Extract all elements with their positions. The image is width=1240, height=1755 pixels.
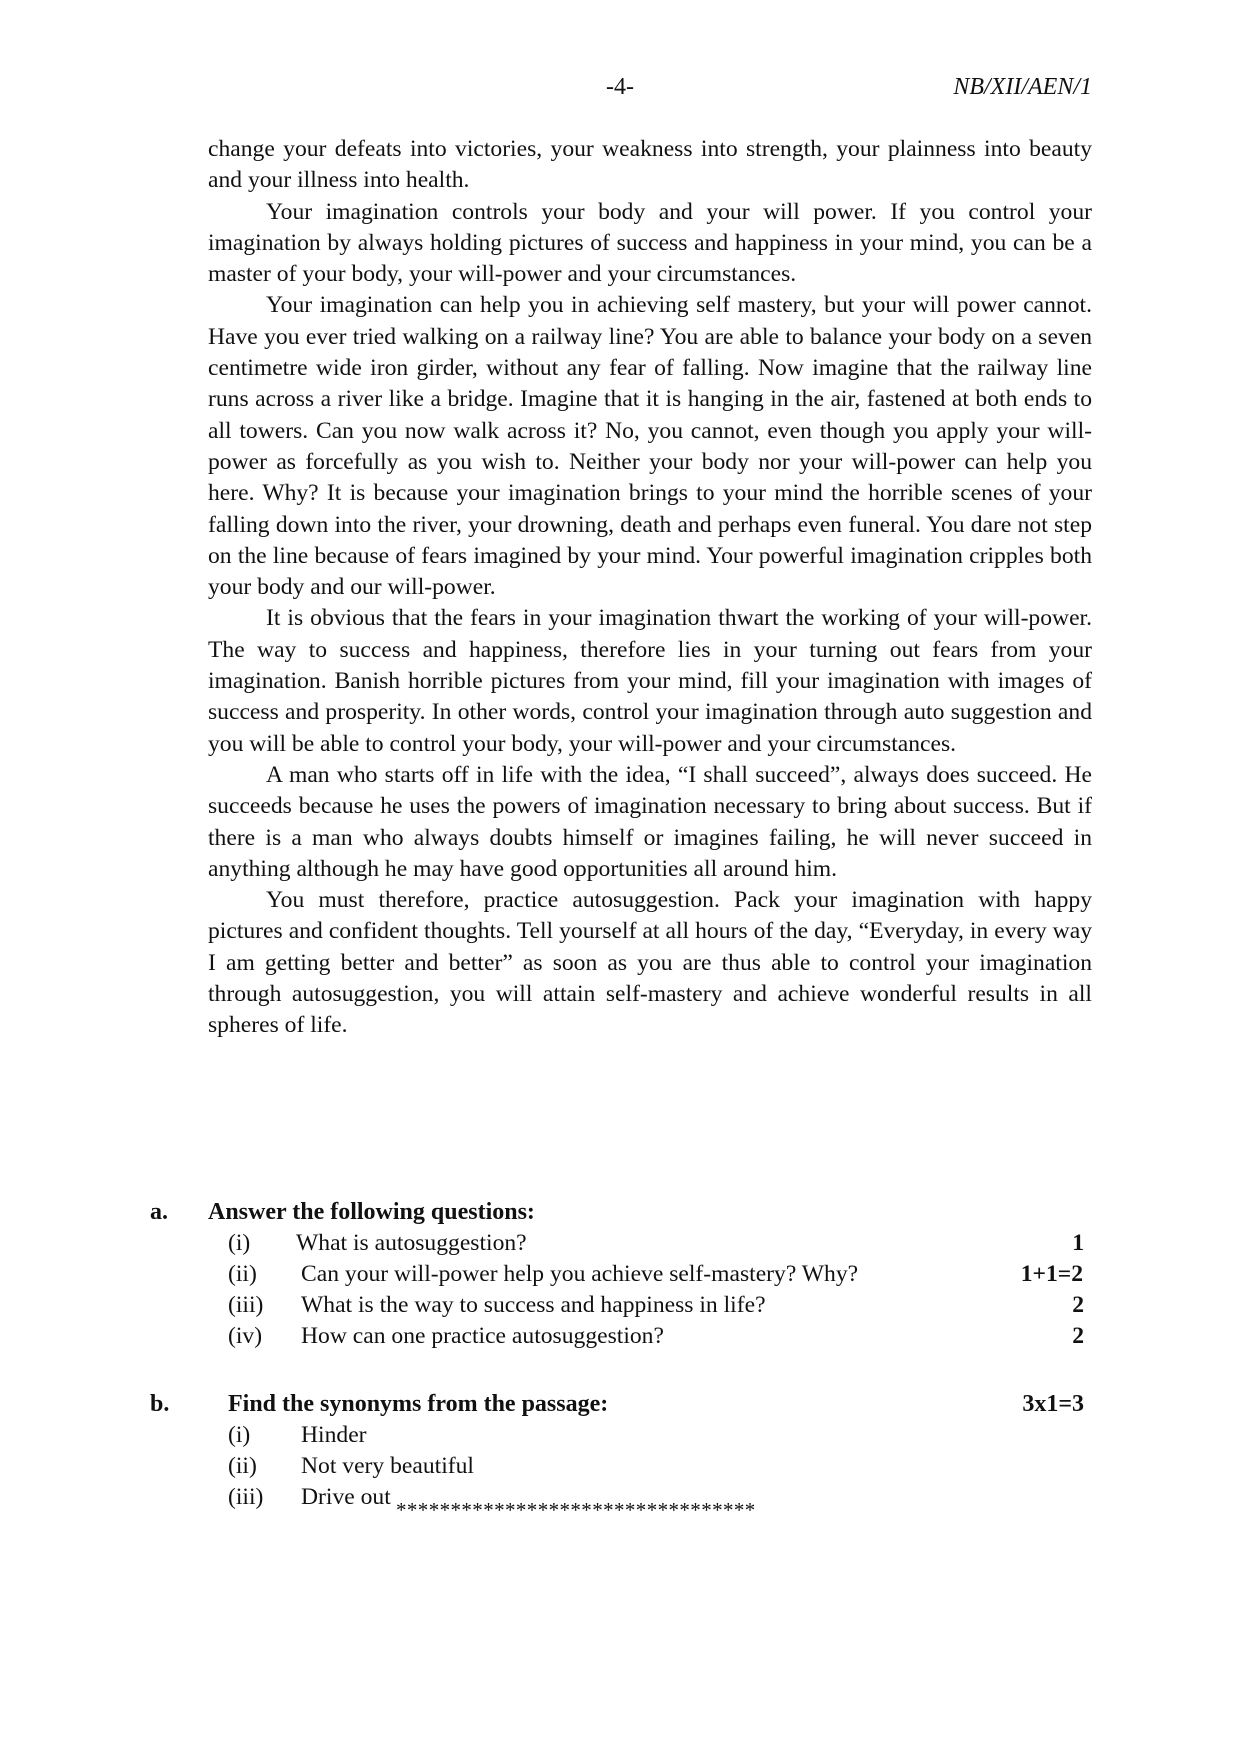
section-b-marks: 3x1=3 xyxy=(1022,1391,1084,1417)
question-row xyxy=(228,1292,1092,1323)
section-a-title: Answer the following questions: xyxy=(208,1199,535,1225)
end-of-paper-divider: ********************************* xyxy=(396,1498,756,1522)
question-marks: 1+1=2 xyxy=(1020,1261,1083,1287)
reading-passage xyxy=(208,134,1092,1042)
question-number: (ii) xyxy=(228,1261,257,1287)
synonym-number: (i) xyxy=(228,1422,251,1448)
passage-paragraph-6: You must therefore, practice autosuggestion. Pack your imagination with happy pictures and confident thoughts. Tell yourself at all hours of the day, “Everyday, in every way I am getting better and better” as soon as you are thus able to control your imagination through autosuggestion, you will attain self-mastery and achieve wonderful results in all spheres of life. xyxy=(208,887,1092,1039)
passage-paragraph-4: It is obvious that the fears in your imagination thwart the working of your will-power. The way to success and happiness, therefore lies in your turning out fears from your imagination. Banish horrible pictures from your mind, fill your imagination with images of success and prosperity. In other words, control your imagination through auto suggestion and you will be able to control your body, your will-power and your circumstances. xyxy=(208,605,1092,757)
passage-paragraph-2: Your imagination controls your body and your will power. If you control your imagination by always holding pictures of success and happiness in your mind, you can be a master of your body, your will-power and your circumstances. xyxy=(208,198,1092,288)
passage-paragraph-1: change your defeats into victories, your weakness into strength, your plainness into beauty and your illness into health. xyxy=(208,136,1092,194)
synonym-text: Drive out xyxy=(301,1484,391,1510)
question-number: (iv) xyxy=(228,1323,263,1349)
question-row xyxy=(228,1323,1092,1354)
question-number: (iii) xyxy=(228,1292,264,1318)
question-text: How can one practice autosuggestion? xyxy=(301,1323,664,1349)
synonym-item xyxy=(228,1422,828,1453)
question-row xyxy=(228,1230,1092,1261)
question-text: What is the way to success and happiness in life? xyxy=(301,1292,766,1318)
question-marks: 2 xyxy=(1072,1323,1084,1349)
synonym-number: (ii) xyxy=(228,1453,257,1479)
synonym-text: Not very beautiful xyxy=(301,1453,474,1479)
passage-paragraph-3: Your imagination can help you in achieving self mastery, but your will power cannot. Have you ever tried walking on a railway line? You are able to balance your body on a seven centimetre wide iron girder, without any fear of falling. Now imagine that the railway line runs across a river like a bridge. Imagine that it is hanging in the air, fastened at both ends to all towers. Can you now walk across it? No, you cannot, even though you apply your will-power as forcefully as you wish to. Neither your body nor your will-power can help you here. Why? It is because your imagination brings to your mind the horrible scenes of your falling down into the river, your drowning, death and perhaps even funeral. You dare not step on the line because of fears imagined by your mind. Your powerful imagination cripples both your body and our will-power. xyxy=(208,292,1092,601)
page-number: -4- xyxy=(606,74,634,100)
synonym-item xyxy=(228,1453,828,1484)
question-text: Can your will-power help you achieve self-mastery? Why? xyxy=(301,1261,859,1287)
synonym-number: (iii) xyxy=(228,1484,264,1510)
section-b-marker: b. xyxy=(150,1391,170,1417)
passage-paragraph-5: A man who starts off in life with the idea, “I shall succeed”, always does succeed. He succeeds because he uses the powers of imagination necessary to bring about success. But if there is a man who always doubts himself or imagines failing, he will never succeed in anything although he may have good opportunities all around him. xyxy=(208,761,1092,882)
synonym-text: Hinder xyxy=(301,1422,367,1448)
question-marks: 2 xyxy=(1072,1292,1084,1318)
question-marks: 1 xyxy=(1072,1230,1084,1256)
section-a-marker: a. xyxy=(150,1199,168,1225)
question-row xyxy=(228,1261,1092,1292)
section-b-title: Find the synonyms from the passage: xyxy=(228,1391,609,1417)
question-text: What is autosuggestion? xyxy=(296,1230,527,1256)
document-code: NB/XII/AEN/1 xyxy=(953,74,1092,100)
question-number: (i) xyxy=(228,1230,251,1256)
